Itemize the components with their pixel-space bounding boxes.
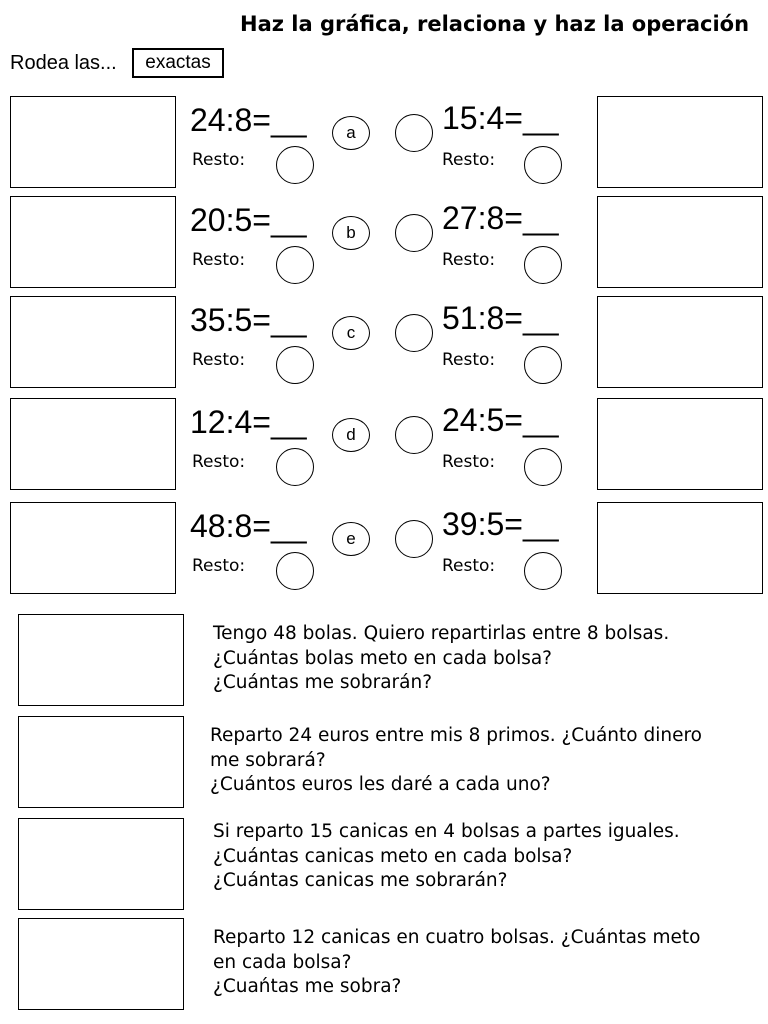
resto-label-left: Resto: <box>192 556 246 576</box>
division-left: 35:5=__ <box>190 302 307 338</box>
answer-box-right[interactable] <box>597 502 763 594</box>
resto-circle-left[interactable] <box>276 448 314 486</box>
problem-line: ¿Cuántas bolas meto en cada bolsa? <box>213 647 552 669</box>
problem-line: ¿Cuántos euros les daré a cada uno? <box>210 774 551 795</box>
match-letter: b <box>332 216 370 250</box>
problem-answer-box[interactable] <box>18 614 184 706</box>
match-circle[interactable] <box>395 520 433 558</box>
division-left: 24:8=__ <box>190 102 307 138</box>
division-left: 12:4=__ <box>190 404 307 440</box>
division-right: 24:5=__ <box>442 402 559 438</box>
match-circle[interactable] <box>395 314 433 352</box>
problem-text <box>210 724 702 798</box>
answer-box-right[interactable] <box>597 296 763 388</box>
answer-box-left[interactable] <box>10 296 176 388</box>
problem-line: ¿Cuántas me sobrarán? <box>213 672 433 693</box>
problem-answer-box[interactable] <box>18 818 184 910</box>
problem-line: ¿Cuántas canicas me sobrarán? <box>213 870 508 891</box>
resto-circle-right[interactable] <box>524 246 562 284</box>
match-circle[interactable] <box>395 214 433 252</box>
resto-circle-left[interactable] <box>276 346 314 384</box>
division-right: 51:8=__ <box>442 300 559 336</box>
resto-label-right: Resto: <box>442 556 496 576</box>
resto-label-left: Resto: <box>192 452 246 472</box>
resto-circle-right[interactable] <box>524 146 562 184</box>
problem-text <box>213 622 669 696</box>
problem-line: me sobrará? <box>210 749 326 771</box>
match-circle[interactable] <box>395 114 433 152</box>
resto-circle-right[interactable] <box>524 346 562 384</box>
resto-label-right: Resto: <box>442 250 496 270</box>
answer-box-right[interactable] <box>597 96 763 188</box>
answer-box-left[interactable] <box>10 96 176 188</box>
division-left: 20:5=__ <box>190 202 307 238</box>
problem-line: Si reparto 15 canicas en 4 bolsas a partes iguales. <box>213 821 680 842</box>
division-right: 15:4=__ <box>442 100 559 136</box>
match-circle[interactable] <box>395 416 433 454</box>
problem-line: Reparto 12 canicas en cuatro bolsas. ¿Cuántas meto <box>213 927 701 948</box>
resto-circle-right[interactable] <box>524 552 562 590</box>
match-letter: c <box>332 316 370 350</box>
resto-circle-left[interactable] <box>276 552 314 590</box>
answer-box-left[interactable] <box>10 398 176 490</box>
match-letter: e <box>332 522 370 556</box>
answer-box-left[interactable] <box>10 196 176 288</box>
answer-box-right[interactable] <box>597 398 763 490</box>
resto-circle-left[interactable] <box>276 146 314 184</box>
answer-box-left[interactable] <box>10 502 176 594</box>
division-right: 39:5=__ <box>442 506 559 542</box>
problem-text <box>213 926 700 1000</box>
problem-text <box>213 820 680 894</box>
instruction-prefix: Rodea las... <box>10 52 117 74</box>
resto-label-right: Resto: <box>442 150 496 170</box>
problem-line: Tengo 48 bolas. Quiero repartirlas entre 8 bolsas. <box>213 623 670 644</box>
resto-circle-left[interactable] <box>276 246 314 284</box>
answer-box-right[interactable] <box>597 196 763 288</box>
resto-label-left: Resto: <box>192 350 246 370</box>
resto-label-left: Resto: <box>192 250 246 270</box>
resto-label-right: Resto: <box>442 350 496 370</box>
worksheet-title: Haz la gráfica, relaciona y haz la operación <box>240 12 750 36</box>
instruction-highlight: exactas <box>132 48 224 78</box>
problem-line: ¿Cuántas canicas meto en cada bolsa? <box>213 845 573 867</box>
resto-circle-right[interactable] <box>524 448 562 486</box>
division-right: 27:8=__ <box>442 200 559 236</box>
problem-line: ¿Cuańtas me sobra? <box>213 976 402 997</box>
resto-label-right: Resto: <box>442 452 496 472</box>
problem-answer-box[interactable] <box>18 716 184 808</box>
problem-line: Reparto 24 euros entre mis 8 primos. ¿Cuánto dinero <box>210 725 702 746</box>
match-letter: d <box>332 418 370 452</box>
problem-line: en cada bolsa? <box>213 951 352 973</box>
resto-label-left: Resto: <box>192 150 246 170</box>
match-letter: a <box>332 116 370 150</box>
problem-answer-box[interactable] <box>18 918 184 1010</box>
division-left: 48:8=__ <box>190 508 307 544</box>
